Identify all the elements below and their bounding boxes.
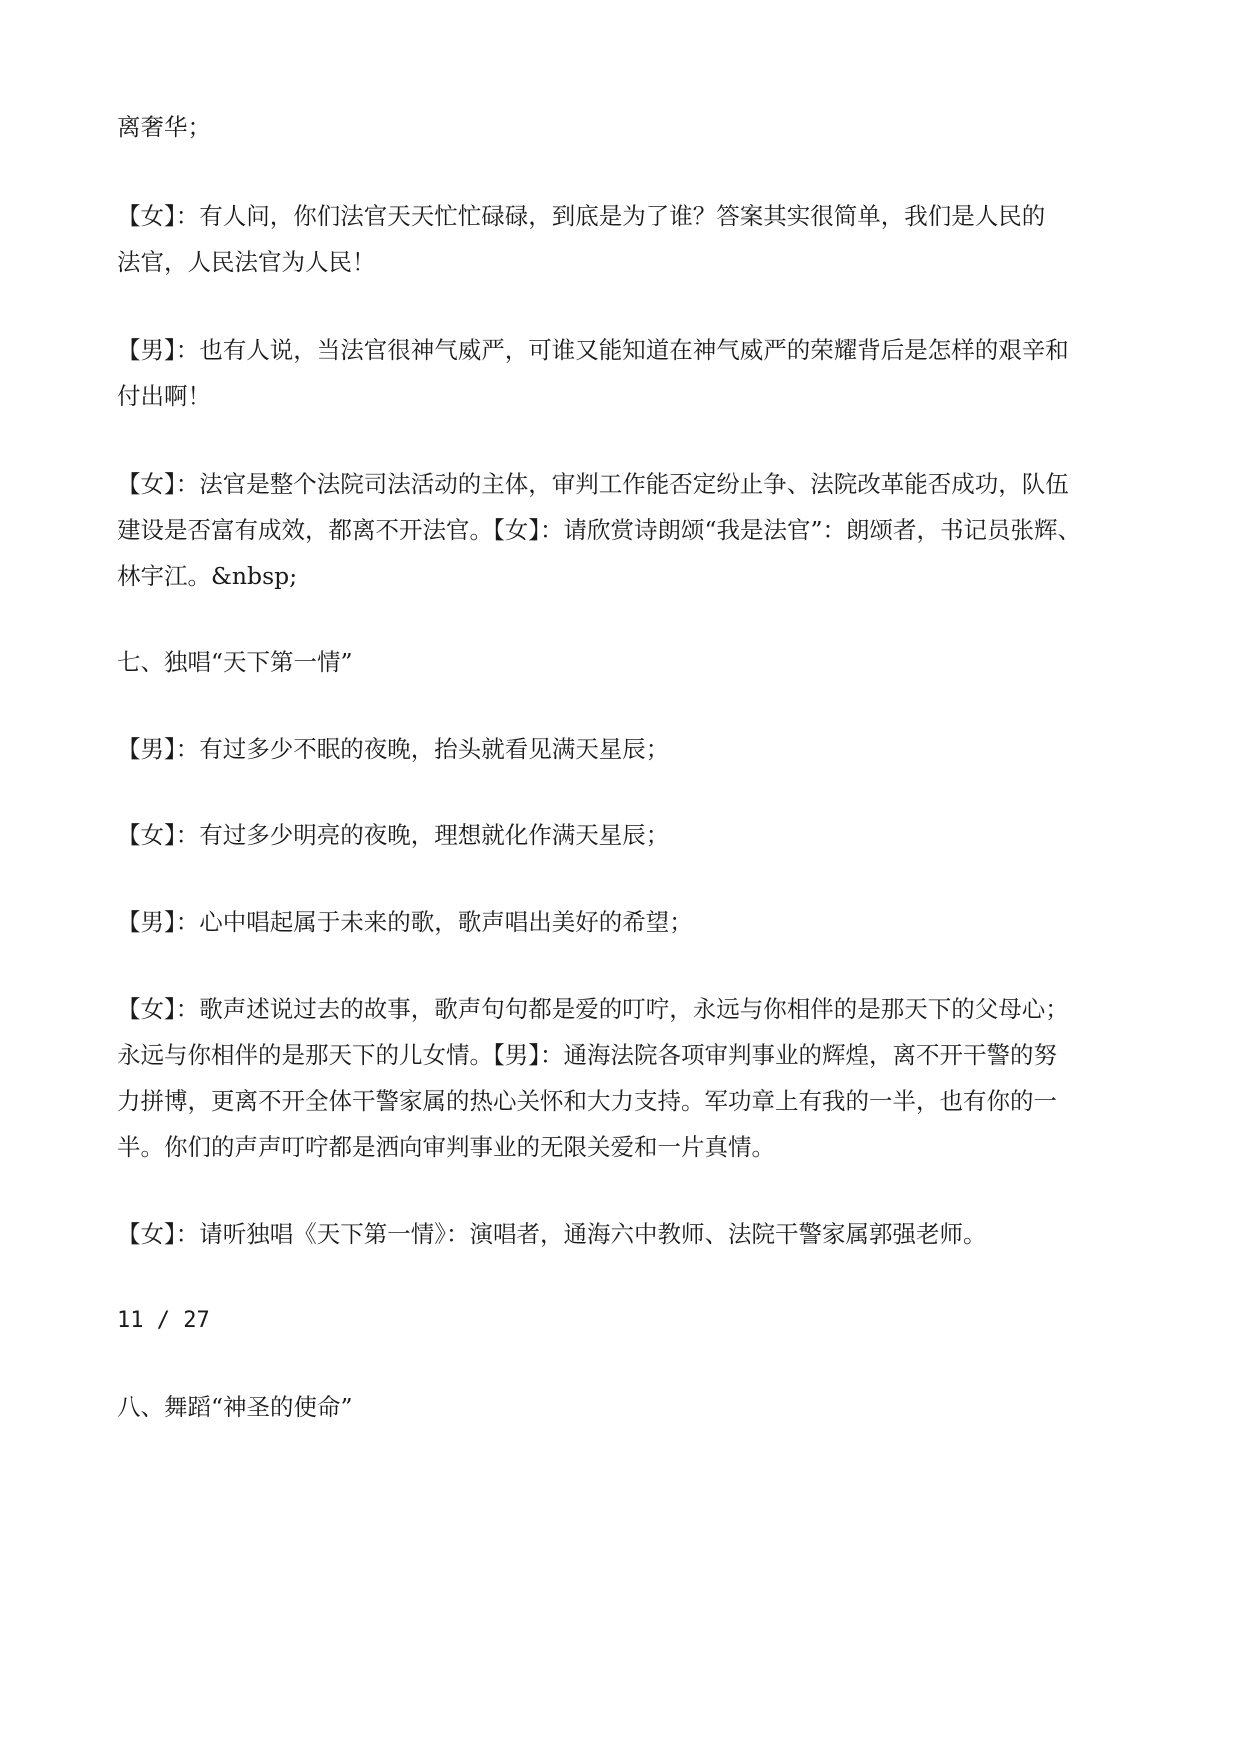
text-line: 【男】：也有人说，当法官很神气威严，可谁又能知道在神气威严的荣耀背后是怎样的艰辛和 [117, 336, 1069, 364]
text-line: 永远与你相伴的是那天下的儿女情。【男】：通海法院各项审判事业的辉煌，离不开干警的努 [117, 1041, 1057, 1069]
text-line: 【男】：有过多少不眠的夜晚，抬头就看见满天星辰； [117, 735, 670, 763]
text-line: 【女】：法官是整个法院司法活动的主体，审判工作能否定纷止争、法院改革能否成功，队伍 [117, 470, 1069, 498]
page-number: 11 / 27 [117, 1308, 210, 1333]
text-line: 【女】：请听独唱《天下第一情》：演唱者，通海六中教师、法院干警家属郭强老师。 [117, 1220, 987, 1248]
section-heading: 七、独唱“天下第一情” [117, 648, 353, 676]
text-line: 林宇江。&nbsp; [117, 562, 298, 590]
text-line: 【女】：有人问，你们法官天天忙忙碌碌，到底是为了谁？答案其实很简单，我们是人民的 [117, 202, 1046, 230]
text-line: 【女】：有过多少明亮的夜晚，理想就化作满天星辰； [117, 821, 670, 849]
section-heading: 八、舞蹈“神圣的使命” [117, 1393, 353, 1421]
text-line: 半。你们的声声叮咛都是洒向审判事业的无限关爱和一片真情。 [117, 1133, 775, 1161]
text-line: 【男】：心中唱起属于未来的歌，歌声唱出美好的希望； [117, 908, 693, 936]
text-line: 建设是否富有成效，都离不开法官。【女】：请欣赏诗朗颂“我是法官”：朗颂者，书记员张辉、 [117, 516, 1082, 544]
text-line: 付出啊！ [117, 382, 211, 410]
text-line: 【女】：歌声述说过去的故事，歌声句句都是爱的叮咛，永远与你相伴的是那天下的父母心； [117, 995, 1069, 1023]
text-line: 离奢华； [117, 113, 211, 141]
text-line: 法官，人民法官为人民！ [117, 248, 376, 276]
text-line: 力拼博，更离不开全体干警家属的热心关怀和大力支持。军功章上有我的一半，也有你的一 [117, 1087, 1057, 1115]
